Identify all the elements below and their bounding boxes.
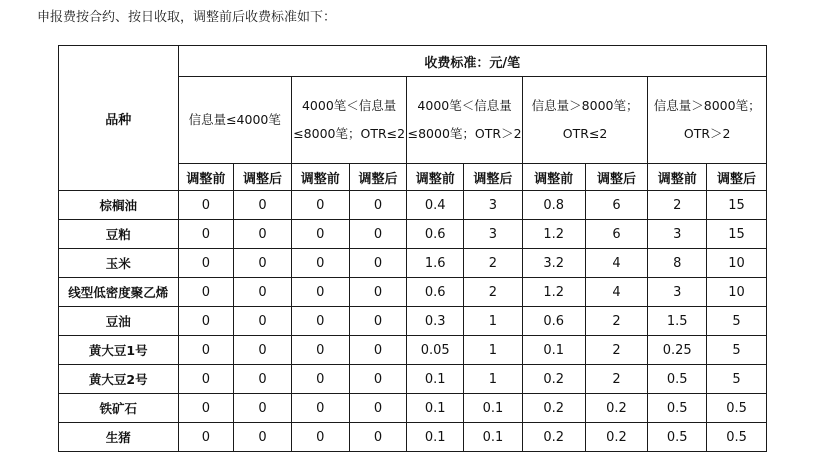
intro-text: 申报费按合约、按日收取，调整前后收费标准如下： [37,10,337,25]
fee-value-cell: 0 [349,336,407,365]
fee-standard-header: 收费标准：元/笔 [178,46,767,77]
fee-value-cell: 0 [349,249,407,278]
fee-value-cell: 0 [349,220,407,249]
before-header: 调整前 [291,164,349,191]
fee-value-cell: 15 [707,220,767,249]
fee-value-cell: 1 [464,336,523,365]
fee-value-cell: 0.2 [522,394,585,423]
fee-value-cell: 0 [291,423,349,452]
fee-value-cell: 0 [291,394,349,423]
fee-value-cell: 0.6 [407,220,464,249]
fee-value-cell: 0 [349,365,407,394]
table-row [59,249,767,278]
table-row [59,307,767,336]
fee-value-cell: 0.2 [585,423,648,452]
fee-value-cell: 0.2 [522,365,585,394]
after-header: 调整后 [585,164,648,191]
fee-value-cell: 0.5 [707,423,767,452]
fee-value-cell: 0.5 [648,365,707,394]
fee-value-cell: 2 [585,365,648,394]
fee-value-cell: 0 [349,278,407,307]
variety-name: 玉米 [59,249,179,278]
fee-value-cell: 2 [464,249,523,278]
variety-name: 豆粕 [59,220,179,249]
fee-value-cell: 5 [707,365,767,394]
range-header-5: 信息量＞8000笔；OTR＞2 [648,77,767,164]
fee-value-cell: 6 [585,220,648,249]
fee-value-cell: 0.2 [522,423,585,452]
fee-value-cell: 0.6 [522,307,585,336]
table-row [59,278,767,307]
fee-value-cell: 0 [178,307,234,336]
variety-name: 生猪 [59,423,179,452]
fee-value-cell: 0.1 [407,394,464,423]
fee-value-cell: 0.1 [522,336,585,365]
table-row [59,220,767,249]
fee-value-cell: 3 [648,278,707,307]
variety-name: 黄大豆1号 [59,336,179,365]
fee-value-cell: 0 [349,423,407,452]
fee-value-cell: 1.2 [522,220,585,249]
variety-name: 棕榈油 [59,191,179,220]
fee-value-cell: 0.1 [407,365,464,394]
fee-value-cell: 0 [178,423,234,452]
fee-value-cell: 3.2 [522,249,585,278]
before-header: 调整前 [648,164,707,191]
fee-value-cell: 0.5 [707,394,767,423]
fee-value-cell: 0 [178,220,234,249]
fee-value-cell: 0 [234,191,292,220]
variety-column-header: 品种 [59,46,179,191]
fee-value-cell: 0.4 [407,191,464,220]
fee-value-cell: 0 [291,336,349,365]
fee-value-cell: 4 [585,278,648,307]
after-header: 调整后 [234,164,292,191]
before-header: 调整前 [407,164,464,191]
table-row [59,336,767,365]
fee-value-cell: 0 [234,365,292,394]
fee-value-cell: 0 [234,336,292,365]
fee-value-cell: 2 [585,336,648,365]
range-header-3: 4000笔＜信息量≤8000笔；OTR＞2 [407,77,522,164]
after-header: 调整后 [349,164,407,191]
fee-value-cell: 0 [349,394,407,423]
fee-value-cell: 0.05 [407,336,464,365]
fee-value-cell: 2 [648,191,707,220]
fee-schedule-table [58,45,767,452]
fee-value-cell: 0.5 [648,423,707,452]
fee-value-cell: 3 [648,220,707,249]
fee-value-cell: 1.6 [407,249,464,278]
fee-value-cell: 0 [234,278,292,307]
fee-value-cell: 0 [291,249,349,278]
fee-value-cell: 0 [349,191,407,220]
fee-value-cell: 0 [234,220,292,249]
fee-value-cell: 1 [464,365,523,394]
fee-value-cell: 0.8 [522,191,585,220]
fee-value-cell: 0 [178,278,234,307]
fee-value-cell: 0 [234,307,292,336]
range-header-2: 4000笔＜信息量≤8000笔；OTR≤2 [291,77,406,164]
after-header: 调整后 [707,164,767,191]
fee-value-cell: 5 [707,307,767,336]
fee-value-cell: 0 [234,423,292,452]
fee-value-cell: 8 [648,249,707,278]
table-row [59,191,767,220]
table-row [59,394,767,423]
fee-value-cell: 10 [707,278,767,307]
fee-value-cell: 0 [291,278,349,307]
fee-value-cell: 10 [707,249,767,278]
table-row [59,423,767,452]
header-row-fee [59,46,767,77]
fee-value-cell: 0 [178,249,234,278]
fee-value-cell: 0 [291,191,349,220]
range-header-1: 信息量≤4000笔 [178,77,291,164]
fee-value-cell: 0 [291,307,349,336]
variety-name: 黄大豆2号 [59,365,179,394]
fee-value-cell: 0 [234,249,292,278]
fee-value-cell: 0.5 [648,394,707,423]
fee-value-cell: 2 [585,307,648,336]
before-header: 调整前 [522,164,585,191]
fee-value-cell: 0 [291,365,349,394]
fee-value-cell: 0.3 [407,307,464,336]
before-header: 调整前 [178,164,234,191]
fee-value-cell: 1 [464,307,523,336]
after-header: 调整后 [464,164,523,191]
variety-name: 铁矿石 [59,394,179,423]
fee-value-cell: 0 [291,220,349,249]
fee-value-cell: 0.1 [464,394,523,423]
fee-value-cell: 0 [178,336,234,365]
fee-value-cell: 0.25 [648,336,707,365]
fee-value-cell: 0.1 [464,423,523,452]
fee-value-cell: 2 [464,278,523,307]
fee-value-cell: 0 [178,394,234,423]
fee-value-cell: 0 [234,394,292,423]
fee-value-cell: 1.5 [648,307,707,336]
fee-value-cell: 0 [349,307,407,336]
fee-value-cell: 3 [464,191,523,220]
fee-value-cell: 0.2 [585,394,648,423]
fee-value-cell: 5 [707,336,767,365]
variety-name: 线型低密度聚乙烯 [59,278,179,307]
fee-value-cell: 0 [178,365,234,394]
fee-value-cell: 15 [707,191,767,220]
fee-value-cell: 1.2 [522,278,585,307]
fee-value-cell: 3 [464,220,523,249]
fee-value-cell: 0.6 [407,278,464,307]
fee-value-cell: 0 [178,191,234,220]
fee-value-cell: 6 [585,191,648,220]
fee-value-cell: 4 [585,249,648,278]
range-header-4: 信息量＞8000笔；OTR≤2 [522,77,648,164]
table-row [59,365,767,394]
variety-name: 豆油 [59,307,179,336]
fee-value-cell: 0.1 [407,423,464,452]
